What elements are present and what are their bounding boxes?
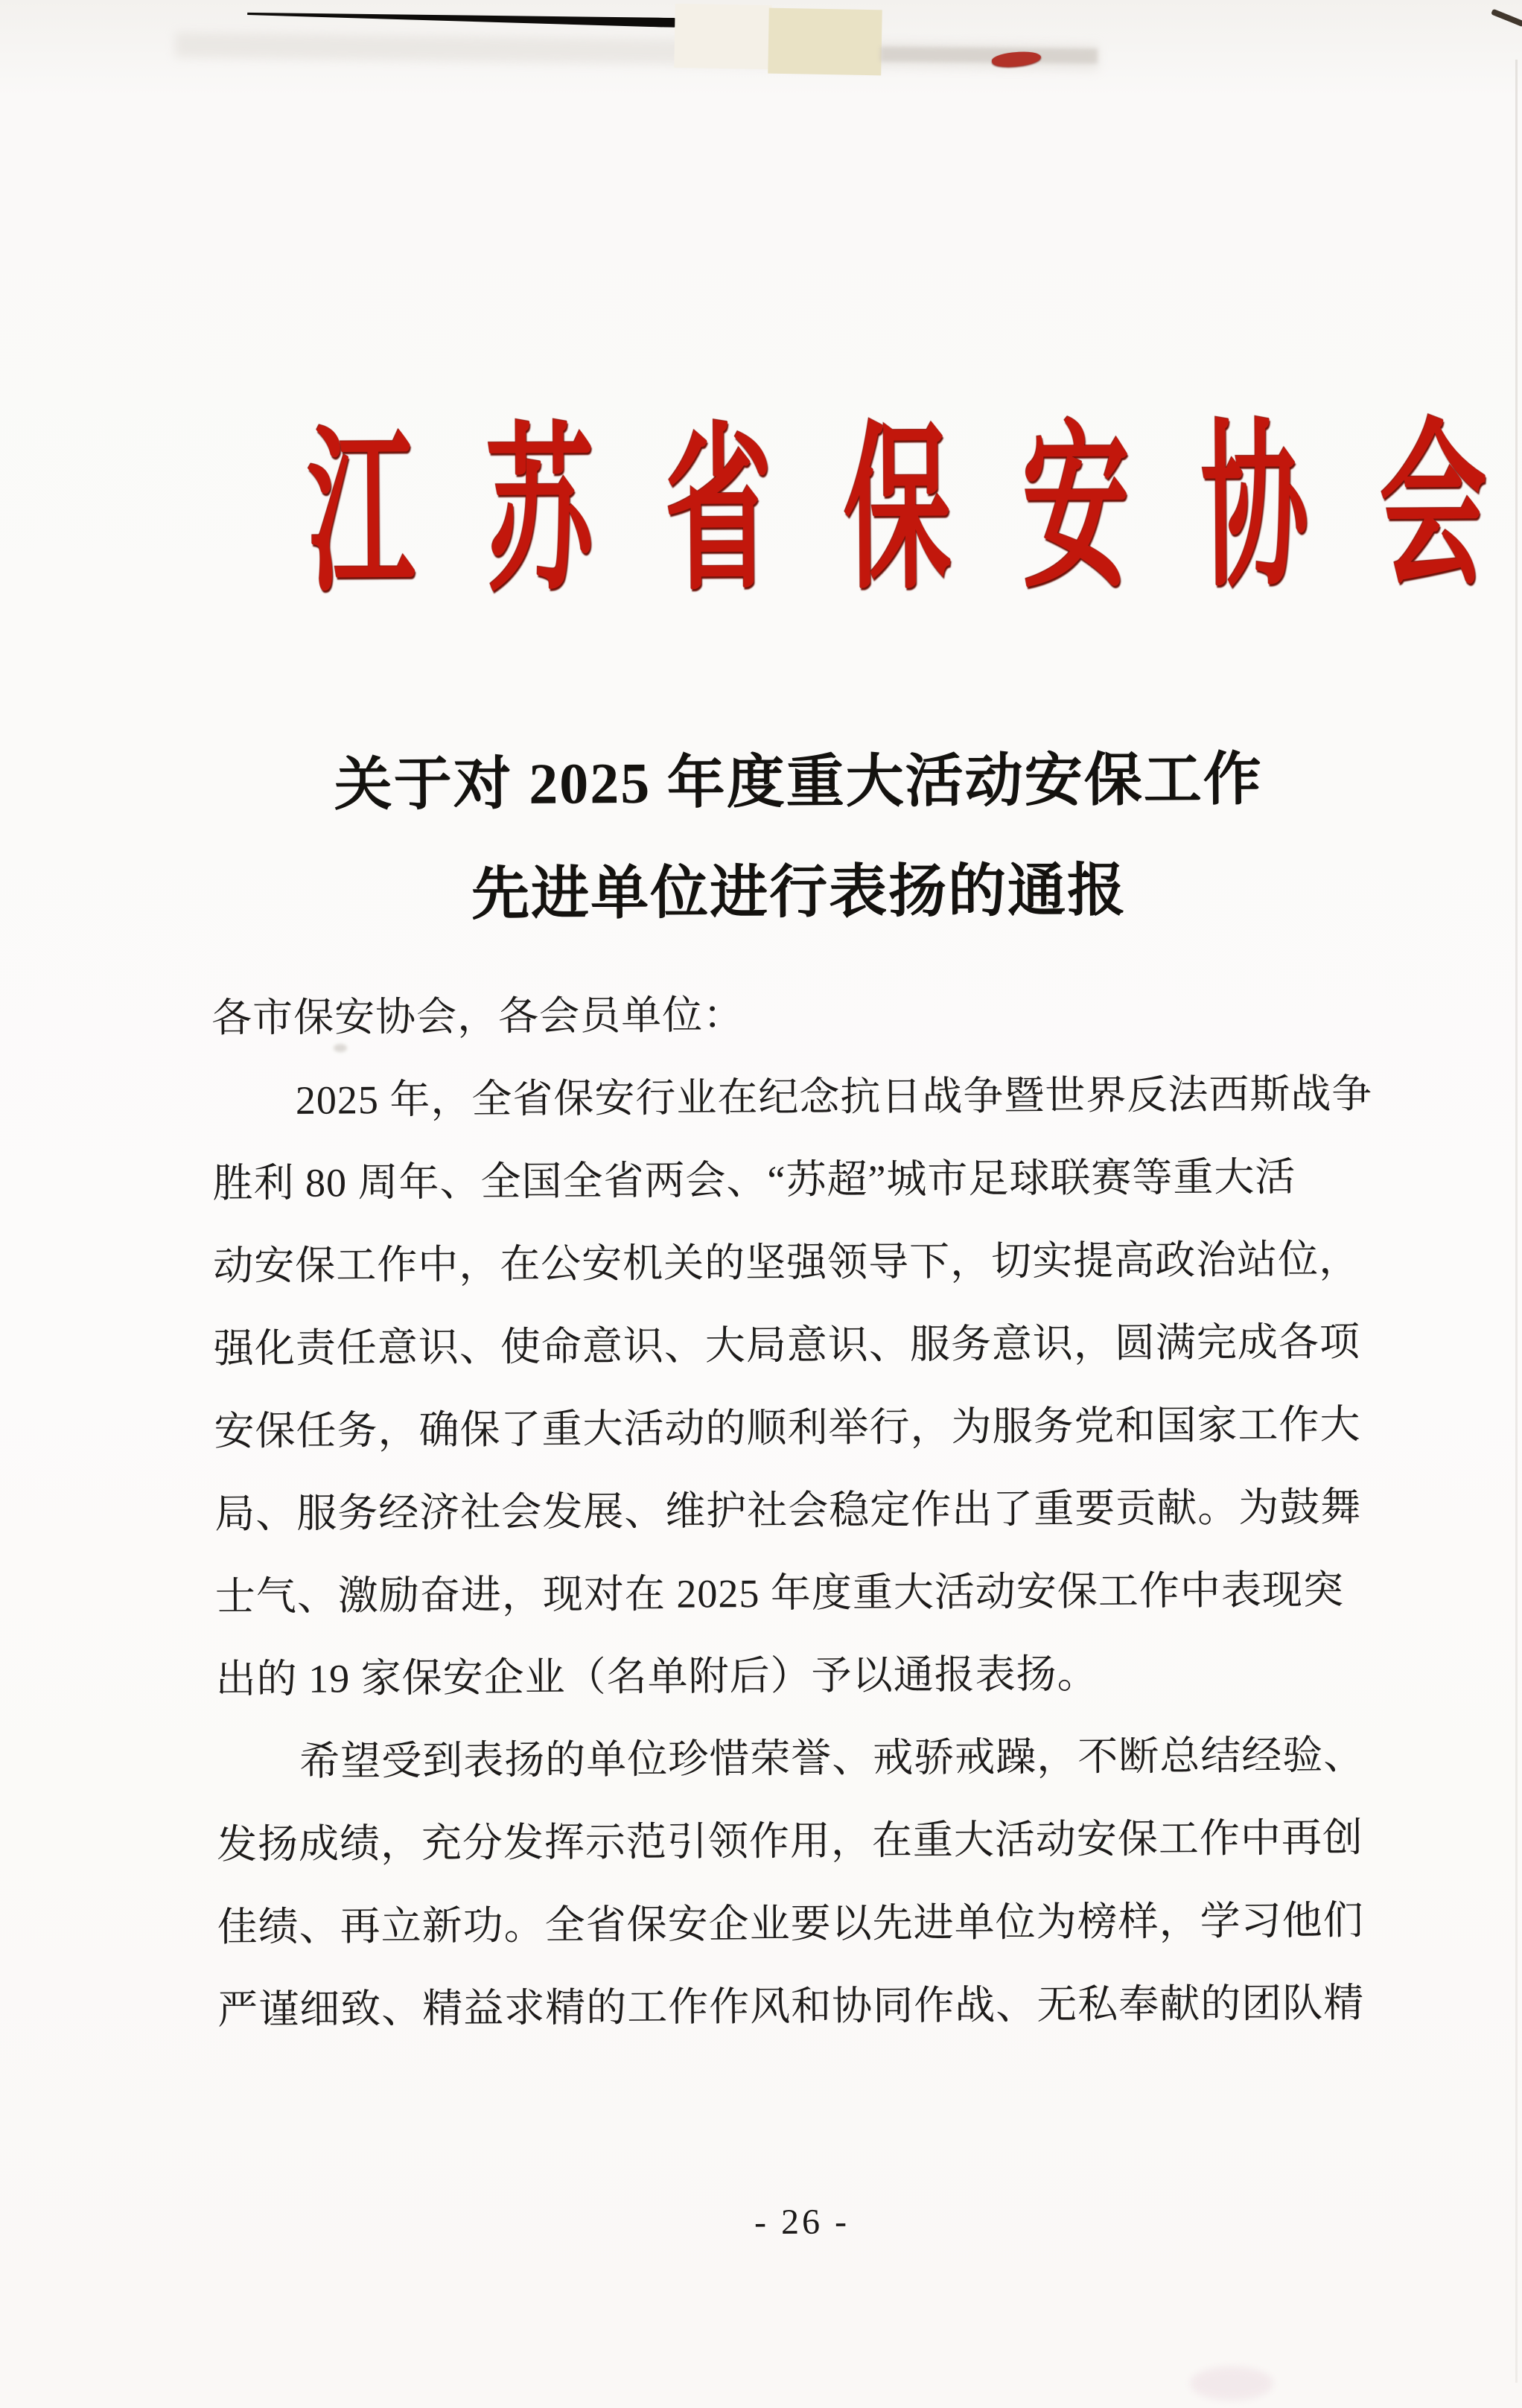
body-line: 发扬成绩，充分发挥示范引领作用，在重大活动安保工作中再创 — [216, 1815, 1364, 1867]
letterhead-char: 协 — [1200, 409, 1309, 608]
body-line: 士气、激励奋进，现对在 2025 年度重大活动安保工作中表现突 — [214, 1567, 1345, 1619]
body-text — [211, 970, 1380, 2052]
salutation-line: 各市保安协会，各会员单位： — [211, 993, 745, 1041]
body-line: 局、服务经济社会发展、维护社会稳定作出了重要贡献。为鼓舞 — [214, 1485, 1362, 1537]
letterhead-char: 省 — [664, 412, 773, 611]
doc-title-line-1: 关于对 2025 年度重大活动安保工作 — [334, 746, 1264, 818]
association-letterhead-title — [271, 408, 1488, 614]
body-line: 安保任务，确保了重大活动的顺利举行，为服务党和国家工作大 — [214, 1402, 1361, 1454]
body-line: 胜利 80 周年、全国全省两会、“苏超”城市足球联赛等重大活 — [212, 1154, 1296, 1206]
letterhead-char: 苏 — [485, 413, 594, 613]
body-line: 希望受到表扬的单位珍惜荣誉、戒骄戒躁，不断总结经验、 — [299, 1733, 1365, 1784]
body-line: 佳绩、再立新功。全省保安企业要以先进单位为榜样，学习他们 — [217, 1898, 1364, 1950]
body-line: 严谨细致、精益求精的工作作风和协同作战、无私奉献的团队精 — [217, 1981, 1365, 2033]
letterhead-char: 安 — [1022, 410, 1130, 609]
body-line: 出的 19 家保安企业（名单附后）予以通报表扬。 — [215, 1651, 1098, 1702]
body-line: 动安保工作中，在公安机关的坚强领导下，切实提高政治站位， — [213, 1237, 1360, 1289]
letterhead-char: 保 — [843, 411, 952, 611]
letterhead-char: 江 — [307, 414, 415, 614]
body-line: 2025 年，全省保安行业在纪念抗日战争暨世界反法西斯战争 — [295, 1071, 1373, 1123]
body-line: 强化责任意识、使命意识、大局意识、服务意识，圆满完成各项 — [213, 1319, 1361, 1372]
page-number: - 26 - — [754, 2202, 850, 2243]
letterhead-char: 会 — [1379, 408, 1488, 607]
doc-title-line-2: 先进单位进行表扬的通报 — [471, 857, 1127, 927]
